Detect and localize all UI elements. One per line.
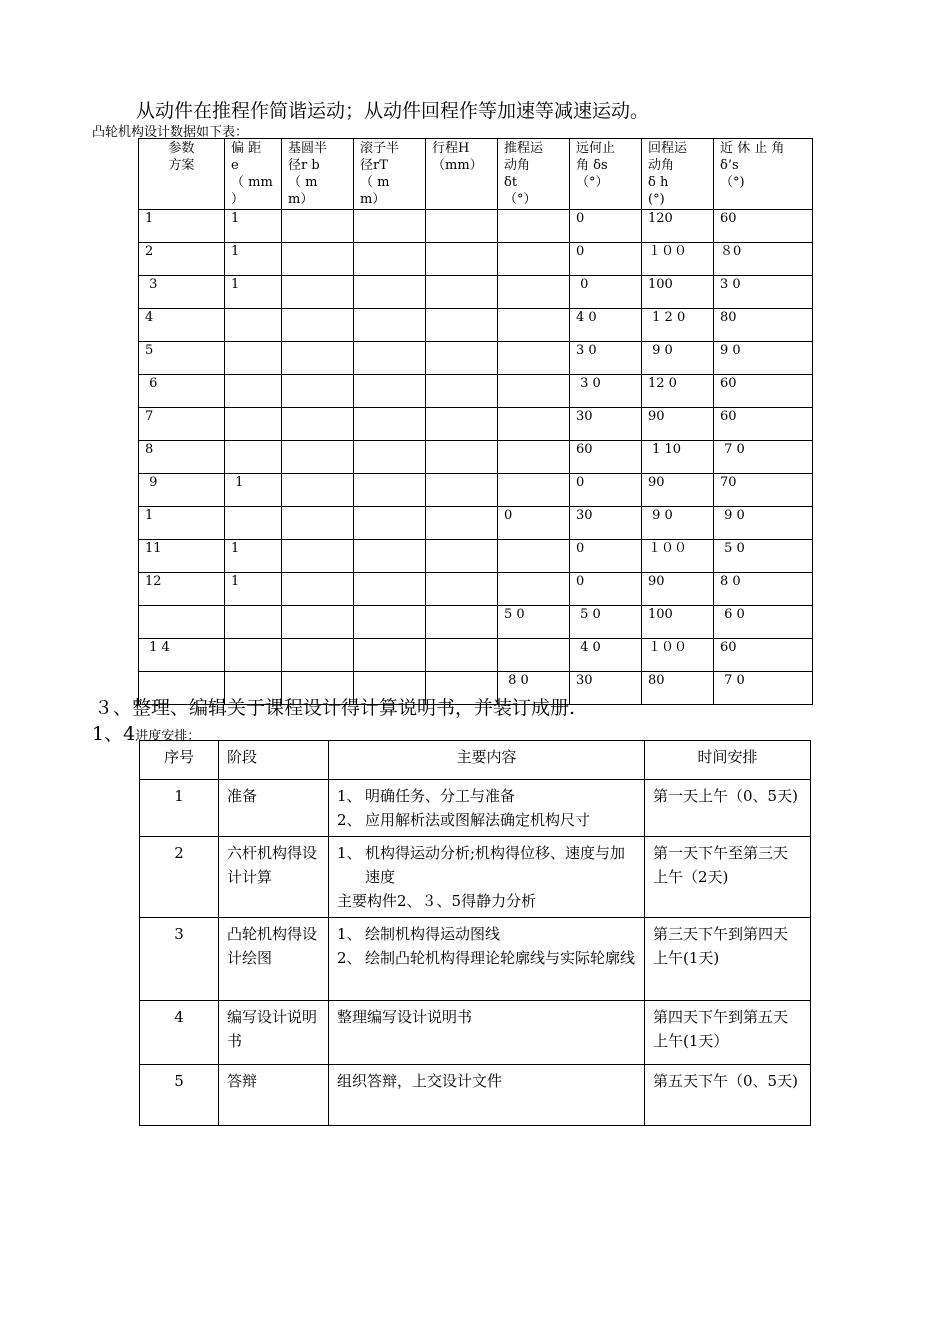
cam-header-line: （°） [504, 192, 537, 207]
cam-table-cell [498, 276, 570, 309]
cam-table-cell [282, 573, 354, 606]
cam-table-cell [282, 441, 354, 474]
cam-table-cell: 100 [642, 606, 714, 639]
cam-table-cell: 8 0 [498, 672, 570, 705]
cam-table-cell: 5 0 [498, 606, 570, 639]
schedule-header-cell: 时间安排 [645, 741, 811, 780]
schedule-content-item [337, 808, 636, 832]
cam-table-cell: 4 [139, 309, 225, 342]
cam-table-cell [426, 540, 498, 573]
cam-table-cell: 90 [642, 573, 714, 606]
schedule-no-cell: 1 [140, 780, 219, 837]
cam-table-row [139, 573, 813, 606]
schedule-time-cell: 第五天下午（0、5天) [645, 1065, 811, 1126]
schedule-time-cell: 第一天下午至第三天上午（2天) [645, 837, 811, 918]
schedule-item-number: 2、 [337, 949, 362, 967]
cam-table-cell [354, 408, 426, 441]
cam-table-cell: 3 0 [570, 342, 642, 375]
cam-table-cell [426, 639, 498, 672]
cam-header-cell [642, 139, 714, 210]
cam-header-line: 参数 [168, 141, 195, 156]
cam-table-cell: 8 0 [714, 573, 813, 606]
cam-table-cell: 60 [714, 408, 813, 441]
schedule-item-number: 1、 [337, 844, 362, 862]
cam-table-cell: 80 [714, 309, 813, 342]
cam-table-cell [498, 441, 570, 474]
item-4-label: 进度安排： [135, 729, 201, 744]
schedule-content-cell [329, 837, 645, 918]
cam-table-cell [354, 474, 426, 507]
cam-table-cell [426, 309, 498, 342]
cam-table-cell: 9 [139, 474, 225, 507]
schedule-stage-cell: 准备 [219, 780, 329, 837]
cam-table-cell: 5 0 [714, 540, 813, 573]
cam-table-cell [354, 375, 426, 408]
cam-table-row [139, 342, 813, 375]
cam-table-cell: 90 [642, 408, 714, 441]
cam-table-cell [354, 243, 426, 276]
cam-header-row [139, 139, 813, 210]
cam-table-cell: 7 0 [714, 441, 813, 474]
cam-header-line: （ m [288, 175, 318, 190]
cam-table-cell: 12 [139, 573, 225, 606]
cam-table-cell [354, 441, 426, 474]
cam-table-cell: 80 [642, 672, 714, 705]
cam-header-line: （°） [576, 175, 609, 190]
schedule-no-cell: 4 [140, 1001, 219, 1065]
cam-table-cell [498, 375, 570, 408]
cam-header-cell [570, 139, 642, 210]
cam-table-cell: 70 [714, 474, 813, 507]
cam-header-line: 方案 [168, 158, 195, 173]
cam-table-cell [354, 276, 426, 309]
cam-table-cell: 1 10 [642, 441, 714, 474]
cam-table-cell [282, 375, 354, 408]
cam-table-cell [282, 210, 354, 243]
cam-header-line: （ mm [231, 175, 273, 190]
schedule-time-cell: 第一天上午（0、5天) [645, 780, 811, 837]
cam-table-cell [282, 408, 354, 441]
cam-table-cell: 1 [225, 573, 282, 606]
cam-table-cell [498, 309, 570, 342]
schedule-item-text: 机构得运动分析;机构得位移、速度与加速度 [365, 844, 626, 886]
cam-table-cell: １００ [642, 243, 714, 276]
cam-table-cell [498, 243, 570, 276]
cam-table-cell: 9 0 [642, 507, 714, 540]
cam-table-cell: 0 [570, 210, 642, 243]
item-3-paragraph: ３、整理、编辑关于课程设计得计算说明书，并装订成册. [94, 697, 576, 719]
cam-table-cell: 8 [139, 441, 225, 474]
schedule-item-text: 绘制凸轮机构得理论轮廓线与实际轮廓线 [365, 949, 636, 967]
cam-table-cell: 90 [642, 474, 714, 507]
cam-header-cell [714, 139, 813, 210]
cam-table-cell: 0 [570, 540, 642, 573]
cam-header-line: (°) [648, 192, 665, 207]
cam-table-row [139, 375, 813, 408]
cam-header-line: 滚子半 [360, 141, 400, 156]
cam-table-cell [498, 639, 570, 672]
schedule-time-cell: 第三天下午到第四天上午(1天) [645, 918, 811, 1001]
schedule-no-cell: 3 [140, 918, 219, 1001]
cam-table-cell [426, 276, 498, 309]
cam-table-cell [498, 342, 570, 375]
cam-table-cell [426, 441, 498, 474]
schedule-content-extra: 组织答辩，上交设计文件 [337, 1072, 503, 1090]
cam-table-cell: 5 [139, 342, 225, 375]
cam-header-line: （ m [360, 175, 390, 190]
cam-table-cell: 3 [139, 276, 225, 309]
schedule-stage-cell: 编写设计说明书 [219, 1001, 329, 1065]
cam-table-row [139, 540, 813, 573]
cam-table-cell: 100 [642, 276, 714, 309]
cam-table-cell [354, 342, 426, 375]
cam-table-cell [426, 342, 498, 375]
cam-table-cell [139, 606, 225, 639]
schedule-content-item [337, 841, 636, 889]
cam-table-cell [426, 408, 498, 441]
cam-table-cell: 1 [225, 276, 282, 309]
cam-table-cell: 5 0 [570, 606, 642, 639]
cam-table-cell [498, 408, 570, 441]
cam-table-cell [282, 243, 354, 276]
cam-table-cell [426, 507, 498, 540]
cam-table-cell: 60 [714, 639, 813, 672]
schedule-row [140, 780, 811, 837]
cam-table-cell [225, 441, 282, 474]
cam-header-line: （°) [720, 175, 745, 190]
cam-header-line: 径rT [360, 158, 388, 173]
cam-table-row [139, 441, 813, 474]
cam-header-line: ） [231, 192, 245, 207]
cam-header-cell [225, 139, 282, 210]
cam-table-cell [282, 309, 354, 342]
cam-table-cell: 1 [139, 210, 225, 243]
schedule-content-extra: 主要构件2、３、5得静力分析 [337, 892, 537, 910]
cam-table-cell [282, 474, 354, 507]
schedule-row [140, 837, 811, 918]
cam-header-line: （mm） [432, 158, 483, 173]
cam-table-cell [354, 540, 426, 573]
cam-table-row [139, 639, 813, 672]
schedule-content-item [337, 784, 636, 808]
schedule-header-cell: 序号 [140, 741, 219, 780]
cam-table-row [139, 474, 813, 507]
schedule-item-text: 绘制机构得运动图线 [365, 925, 501, 943]
cam-table-cell: 30 [570, 672, 642, 705]
cam-table-cell [225, 309, 282, 342]
cam-table-cell: 12 0 [642, 375, 714, 408]
cam-header-line: 远何止 [576, 141, 616, 156]
cam-table-cell: 2 [139, 243, 225, 276]
cam-header-line: 回程运 [648, 141, 688, 156]
schedule-content-cell [329, 780, 645, 837]
cam-header-line: 近 休 止 角 [720, 141, 785, 156]
cam-table-cell: 30 [570, 408, 642, 441]
cam-header-line: 径r b [288, 158, 320, 173]
cam-header-line: e [231, 158, 239, 173]
cam-table-cell: 0 [570, 573, 642, 606]
cam-table-cell [426, 474, 498, 507]
cam-header-line: δt [504, 175, 518, 190]
cam-table-cell: 9 0 [642, 342, 714, 375]
cam-table-row [139, 606, 813, 639]
schedule-content-cell [329, 1001, 645, 1065]
cam-header-line: m） [360, 192, 386, 207]
cam-table-cell: 9 0 [714, 342, 813, 375]
cam-table-row [139, 210, 813, 243]
schedule-header-cell: 主要内容 [329, 741, 645, 780]
cam-table-row [139, 276, 813, 309]
cam-header-line: 动角 [648, 158, 675, 173]
cam-header-line: 偏 距 [231, 141, 262, 156]
cam-table-cell: 6 [139, 375, 225, 408]
cam-table-cell: 11 [139, 540, 225, 573]
cam-header-cell [426, 139, 498, 210]
schedule-content-cell [329, 918, 645, 1001]
schedule-row [140, 1001, 811, 1065]
cam-table-cell [225, 408, 282, 441]
schedule-row [140, 918, 811, 1001]
cam-table-cell: 1 [225, 474, 282, 507]
cam-table-cell: 1 [225, 210, 282, 243]
schedule-item-number: 1、 [337, 925, 362, 943]
cam-table-cell [354, 210, 426, 243]
cam-table-cell: １００ [642, 639, 714, 672]
cam-table-cell: 60 [714, 375, 813, 408]
schedule-content-item [337, 922, 636, 946]
cam-table-cell: 3 0 [714, 276, 813, 309]
cam-table-cell [225, 342, 282, 375]
cam-table-cell [225, 639, 282, 672]
cam-header-cell [282, 139, 354, 210]
cam-design-table [138, 138, 813, 705]
cam-table-cell: 1 4 [139, 639, 225, 672]
schedule-table [139, 740, 811, 1126]
cam-table-cell [354, 507, 426, 540]
schedule-row [140, 1065, 811, 1126]
cam-header-line: 动角 [504, 158, 531, 173]
cam-table-cell [225, 606, 282, 639]
cam-table-cell: 4 0 [570, 639, 642, 672]
cam-header-cell [139, 139, 225, 210]
cam-table-cell [225, 507, 282, 540]
cam-table-cell: 0 [498, 507, 570, 540]
schedule-stage-cell: 凸轮机构得设计绘图 [219, 918, 329, 1001]
cam-table-cell: 0 [570, 243, 642, 276]
cam-table-cell: 3 0 [570, 375, 642, 408]
schedule-item-text: 明确任务、分工与准备 [365, 787, 516, 805]
cam-table-cell [354, 309, 426, 342]
cam-table-cell: 4 0 [570, 309, 642, 342]
schedule-item-number: 1、 [337, 787, 362, 805]
schedule-no-cell: 2 [140, 837, 219, 918]
cam-table-cell: 1 [225, 243, 282, 276]
cam-table-cell [354, 573, 426, 606]
cam-header-line: 推程运 [504, 141, 544, 156]
cam-table-cell [282, 342, 354, 375]
schedule-header-row [140, 741, 811, 780]
cam-table-cell: 6 0 [714, 606, 813, 639]
cam-table-cell [354, 606, 426, 639]
cam-table-cell [354, 639, 426, 672]
cam-table-cell [282, 540, 354, 573]
schedule-item-text: 应用解析法或图解法确定机构尺寸 [365, 811, 591, 829]
cam-header-line: δ’s [720, 158, 739, 173]
cam-table-cell [426, 375, 498, 408]
schedule-content-item [337, 946, 636, 970]
cam-table-cell [426, 243, 498, 276]
cam-table-cell [282, 606, 354, 639]
schedule-stage-cell: 六杆机构得设计计算 [219, 837, 329, 918]
cam-table-caption: 凸轮机构设计数据如下表： [92, 125, 249, 140]
cam-table-cell: 120 [642, 210, 714, 243]
cam-table-cell [426, 210, 498, 243]
cam-table-cell: 7 [139, 408, 225, 441]
cam-table-cell [282, 276, 354, 309]
cam-header-line: δ h [648, 175, 669, 190]
cam-table-row [139, 309, 813, 342]
cam-header-line: m） [288, 192, 314, 207]
cam-header-line: 基圆半 [288, 141, 328, 156]
cam-table-cell: 7 0 [714, 672, 813, 705]
cam-header-cell [498, 139, 570, 210]
cam-header-line: 行程H [432, 141, 470, 156]
schedule-stage-cell: 答辩 [219, 1065, 329, 1126]
cam-table-cell: 60 [714, 210, 813, 243]
cam-table-cell: 1 2 0 [642, 309, 714, 342]
cam-table-cell [498, 474, 570, 507]
cam-table-cell: 0 [570, 276, 642, 309]
cam-table-cell: 60 [570, 441, 642, 474]
cam-table-cell [282, 639, 354, 672]
cam-header-cell [354, 139, 426, 210]
cam-header-line: 角 δs [576, 158, 608, 173]
cam-table-cell: １００ [642, 540, 714, 573]
cam-table-cell [498, 573, 570, 606]
cam-table-cell [426, 606, 498, 639]
intro-paragraph: 从动件在推程作简谐运动；从动件回程作等加速等减速运动。 [136, 100, 650, 122]
cam-table-cell [225, 375, 282, 408]
cam-table-row [139, 243, 813, 276]
cam-table-cell: 0 [570, 474, 642, 507]
schedule-content-extra: 整理编写设计说明书 [337, 1008, 473, 1026]
cam-table-cell: 9 0 [714, 507, 813, 540]
cam-table-cell [282, 507, 354, 540]
cam-table-cell [498, 210, 570, 243]
schedule-time-cell: 第四天下午到第五天上午(1天） [645, 1001, 811, 1065]
cam-table-cell [426, 573, 498, 606]
cam-table-cell: 1 [139, 507, 225, 540]
item-4-number: 1、4 [92, 723, 136, 745]
cam-table-cell: 1 [225, 540, 282, 573]
schedule-item-number: 2、 [337, 811, 362, 829]
cam-table-cell [498, 540, 570, 573]
cam-table-row [139, 507, 813, 540]
schedule-no-cell: 5 [140, 1065, 219, 1126]
cam-table-row [139, 408, 813, 441]
cam-table-cell: ８0 [714, 243, 813, 276]
schedule-content-cell [329, 1065, 645, 1126]
cam-table-cell: 30 [570, 507, 642, 540]
schedule-header-cell: 阶段 [219, 741, 329, 780]
